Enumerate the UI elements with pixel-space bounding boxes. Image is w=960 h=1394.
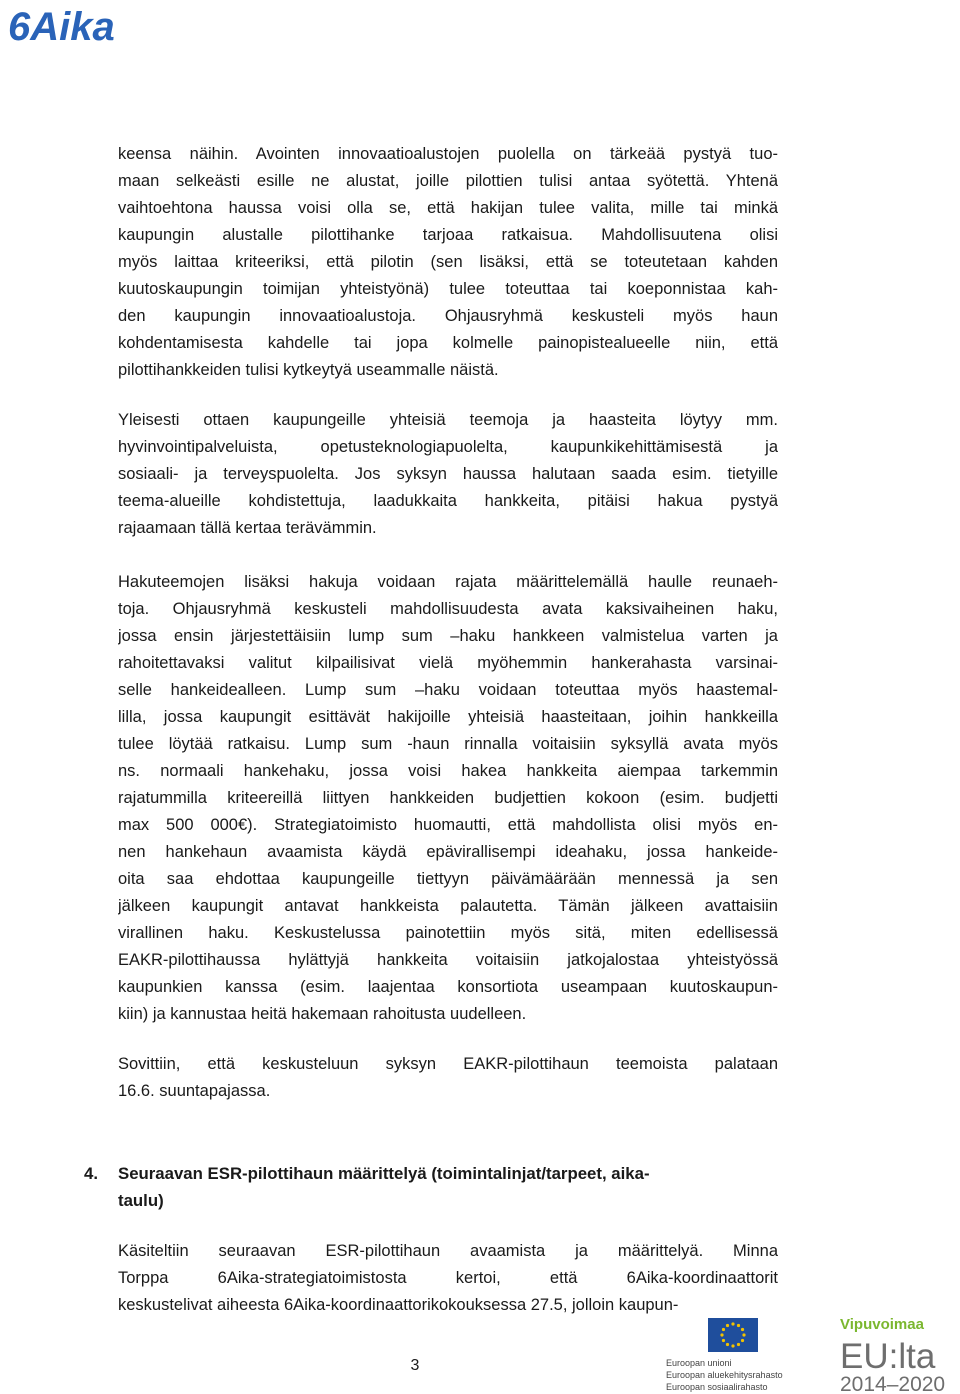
text-line: keskustelivat aiheesta 6Aika-koordinaattorikokouksessa 27.5, jolloin kaupun- (118, 1296, 679, 1314)
text-line: kuutoskaupungin toimijan yhteistyönä) tulee toteuttaa tai koeponnistaa kah- (118, 280, 778, 298)
vipuvoimaa-logo-years: 2014–2020 (840, 1373, 946, 1394)
eu-star-icon (720, 1333, 723, 1336)
text-line: toja. Ohjausryhmä keskusteli mahdollisuudesta avata kaksivaiheinen haku, (118, 600, 778, 618)
text-line: sosiaali- ja terveyspuolelta. Jos syksyn haussa halutaan saada esim. tietyille (118, 465, 778, 483)
eu-star-icon (731, 1322, 734, 1325)
eu-star-icon (722, 1339, 725, 1342)
text-line: jossa ensin järjestettäisiin lump sum –haku hankkeen valmistelua varten ja (118, 627, 778, 645)
text-line: Käsiteltiin seuraavan ESR-pilottihaun avaamista ja määrittelyä. Minna (118, 1242, 778, 1260)
paragraph-common-themes (118, 407, 778, 542)
text-line: jälkeen kaupungit antavat hankkeista palautetta. Tämän jälkeen avattaisiin (118, 897, 778, 915)
text-line: myös laittaa kriteeriksi, että pilotin (sen lisäksi, että se toteutetaan kahden (118, 253, 778, 271)
paragraph-opening (118, 141, 778, 384)
text-line: lilla, jossa kaupungit esittävät hakijoille yhteisiä haasteitaan, joihin hankkeilla (118, 708, 778, 726)
eu-logo-line1: Euroopan unioni (666, 1358, 732, 1368)
vipuvoimaa-eu-logo (838, 1314, 958, 1394)
text-line: Torppa 6Aika-strategiatoimistosta kertoi, että 6Aika-koordinaattorit (118, 1269, 778, 1287)
vipuvoimaa-logo-top: Vipuvoimaa (840, 1316, 924, 1333)
section-4-paragraph (118, 1238, 778, 1319)
text-line: Hakuteemojen lisäksi hakuja voidaan rajata määrittelemällä haulle reunaeh- (118, 573, 778, 591)
eu-star-icon (741, 1328, 744, 1331)
text-line: kiin) ja kannustaa heitä hakemaan rahoitusta uudelleen. (118, 1005, 527, 1023)
page-number: 3 (410, 1357, 420, 1374)
text-line: keensa näihin. Avointen innovaatioalustojen puolella on tärkeää pystyä tuo- (118, 145, 778, 163)
section-number: 4. (84, 1164, 98, 1183)
text-line: teema-alueille kohdistettuja, laadukkaita hankkeita, pitäisi hakua pystyä (118, 492, 778, 510)
text-line: EAKR-pilottihaussa hylättyjä hankkeita voitaisiin jatkojalostaa yhteistyössä (118, 951, 778, 969)
eu-logo-line3: Euroopan sosiaalirahasto (666, 1382, 768, 1392)
text-line: ns. normaali hankehaku, jossa voisi hakea hankkeita aiempaa tarkemmin (118, 762, 778, 780)
text-line: selle hankeidealleen. Lump sum –haku voidaan toteuttaa myös haastemal- (118, 681, 778, 699)
text-line: rajatummilla kriteereillä liittyen hankkeiden budjettien kokoon (esim. budjetti (118, 789, 778, 807)
text-line: kohdentamisesta kahdelle tai jopa kolmelle painopistealueelle niin, että (118, 334, 778, 352)
text-line: max 500 000€). Strategiatoimisto huomautti, että mahdollista olisi myös en- (118, 816, 778, 834)
text-line: oita saa ehdottaa kaupungeille tiettyyn päivämäärään mennessä ja sen (118, 870, 778, 888)
text-line: Sovittiin, että keskusteluun syksyn EAKR-pilottihaun teemoista palataan (118, 1055, 778, 1073)
6aika-logo (6, 4, 146, 46)
text-line: hyvinvointipalveluista, opetusteknologiapuolelta, kaupunkikehittämisestä ja (118, 438, 778, 456)
eu-star-icon (722, 1328, 725, 1331)
text-line: pilottihankkeiden tulisi kytkeytyä useammalle näistä. (118, 361, 499, 379)
eu-star-icon (742, 1333, 745, 1336)
vipuvoimaa-logo-middle: EU:lta (840, 1337, 936, 1376)
text-line: vaihtoehtona haussa voisi olla se, että hakijan tulee valita, mille tai minkä (118, 199, 778, 217)
paragraph-agreement (118, 1051, 778, 1105)
eu-star-icon (737, 1343, 740, 1346)
text-line: 16.6. suuntapajassa. (118, 1082, 271, 1100)
text-line: Seuraavan ESR-pilottihaun määrittelyä (toimintalinjat/tarpeet, aika- (118, 1164, 650, 1183)
eu-star-icon (737, 1324, 740, 1327)
text-line: kaupungin alustalle pilottihanke tarjoaa ratkaisua. Mahdollisuutena olisi (118, 226, 778, 244)
eu-star-icon (731, 1344, 734, 1347)
svg-text:6Aika: 6Aika (8, 5, 115, 46)
eu-star-icon (741, 1339, 744, 1342)
eu-star-icon (726, 1343, 729, 1346)
text-line: taulu) (118, 1191, 164, 1210)
text-line: kaupunkien kanssa (esim. laajentaa konsortiota useampaan kuutoskaupun- (118, 978, 778, 996)
text-line: tulee löytää ratkaisu. Lump sum -haun rinnalla voitaisiin syksyllä avata myös (118, 735, 778, 753)
text-line: Yleisesti ottaen kaupungeille yhteisiä teemoja ja haasteita löytyy mm. (118, 411, 778, 429)
text-line: maan selkeästi esille ne alustat, joille pilottien tulisi antaa syötettä. Yhtenä (118, 172, 778, 190)
text-line: den kaupungin innovaatioalustoja. Ohjausryhmä keskusteli myös haun (118, 307, 778, 325)
text-line: rajaamaan tällä kertaa terävämmin. (118, 519, 377, 537)
paragraph-call-themes (118, 569, 778, 1028)
text-line: nen hankehaun avaamista käydä epävirallisempi ideahaku, jossa hankeide- (118, 843, 778, 861)
section-title (118, 1160, 738, 1214)
eu-logo-line2: Euroopan aluekehitysrahasto (666, 1370, 783, 1380)
text-line: virallinen haku. Keskustelussa painotettiin myös sitä, miten edellisessä (118, 924, 778, 942)
eu-star-icon (726, 1324, 729, 1327)
eu-funding-logo (664, 1318, 798, 1394)
text-line: rahoitettavaksi valitut kilpailisivat vielä myöhemmin hankerahasta varsinai- (118, 654, 778, 672)
